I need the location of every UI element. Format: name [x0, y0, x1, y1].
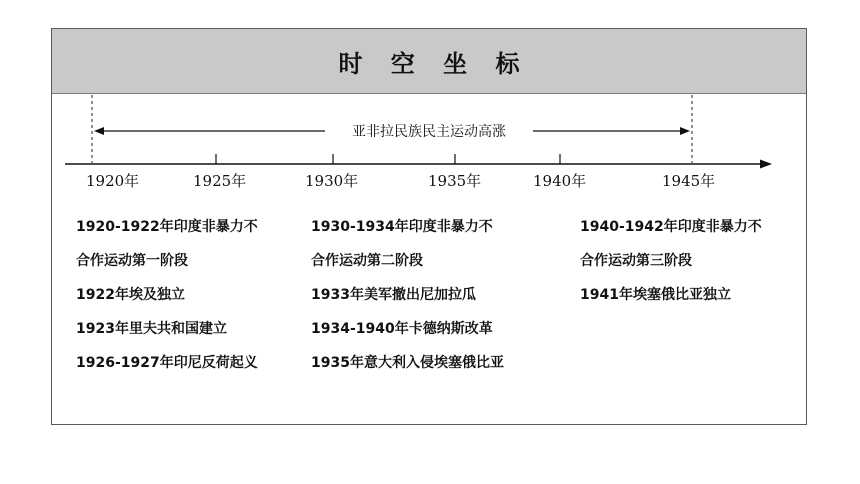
span-label: 亚非拉民族民主运动高涨	[325, 121, 533, 141]
event-line: 合作运动第二阶段	[311, 253, 423, 269]
event-line: 合作运动第一阶段	[76, 253, 188, 269]
tick-label-1930: 1930年	[305, 172, 359, 190]
tick-label-1940: 1940年	[533, 172, 587, 190]
span-arrow-right-head	[680, 127, 690, 135]
tick-label-1920: 1920年	[86, 172, 140, 190]
event-column-1930s	[311, 214, 504, 384]
event-line: 1930-1934年印度非暴力不	[311, 219, 493, 235]
tick-label-1945: 1945年	[662, 172, 716, 190]
event-line: 1926-1927年印尼反荷起义	[76, 355, 258, 371]
event-line: 1941年埃塞俄比亚独立	[580, 287, 731, 303]
span-arrow-left-head	[94, 127, 104, 135]
time-axis-arrowhead	[760, 160, 772, 169]
event-column-1920s	[76, 214, 258, 384]
event-line: 1933年美军撤出尼加拉瓜	[311, 287, 476, 303]
event-column-1940s	[580, 214, 762, 316]
page-title: 时 空 坐 标	[338, 49, 530, 78]
tick-label-1925: 1925年	[193, 172, 247, 190]
event-line: 1940-1942年印度非暴力不	[580, 219, 762, 235]
event-line: 合作运动第三阶段	[580, 253, 692, 269]
event-line: 1934-1940年卡德纳斯改革	[311, 321, 493, 337]
event-line: 1922年埃及独立	[76, 287, 185, 303]
event-line: 1923年里夫共和国建立	[76, 321, 227, 337]
event-line: 1935年意大利入侵埃塞俄比亚	[311, 355, 504, 371]
tick-label-1935: 1935年	[428, 172, 482, 190]
event-line: 1920-1922年印度非暴力不	[76, 219, 258, 235]
